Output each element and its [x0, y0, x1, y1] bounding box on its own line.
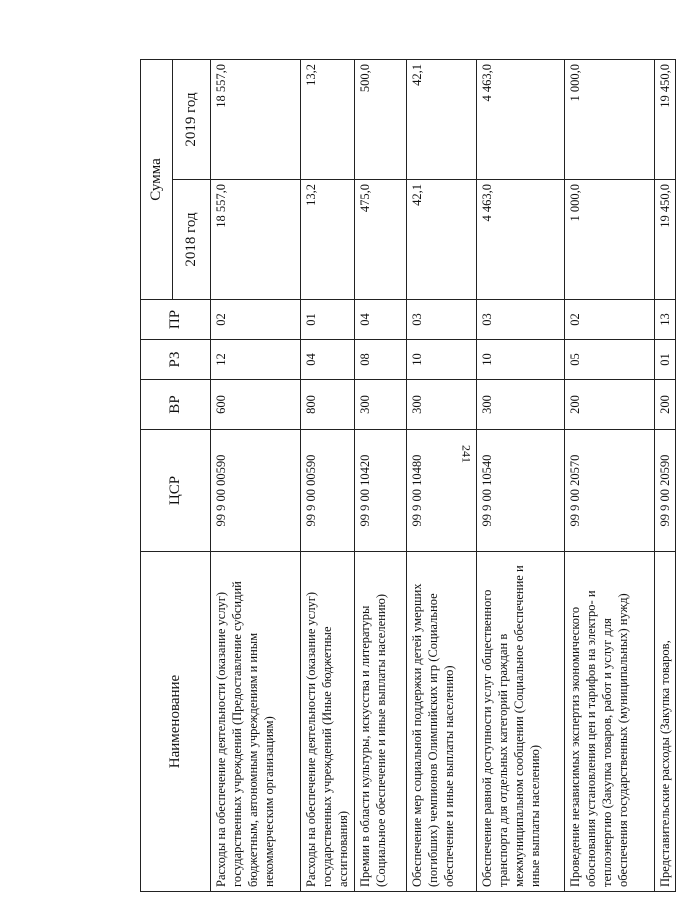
row-csr: 99 9 00 10480 [407, 430, 477, 552]
row-sum-2018: 42,1 [407, 180, 477, 300]
page-number: 241 [459, 445, 474, 463]
row-csr: 99 9 00 00590 [211, 430, 301, 552]
row-sum-2018: 13,2 [301, 180, 355, 300]
row-name: Обеспечение равной доступности услуг общественного транспорта для отдельных категорий граждан в межмуниципальном сообщении (Социальное обеспечение и иные выплаты населению) [477, 552, 565, 892]
row-sum-2019: 1 000,0 [565, 59, 655, 179]
row-rz: 10 [477, 340, 565, 380]
row-sum-2018: 1 000,0 [565, 180, 655, 300]
row-name: Расходы на обеспечение деятельности (оказание услуг) государственных учреждений (Предоставление субсидий бюджетным, автономным учреждениям и иным некоммерческим организациям) [211, 552, 301, 892]
row-csr: 99 9 00 20570 [565, 430, 655, 552]
table-row [355, 59, 407, 891]
row-sum-2019: 13,2 [301, 59, 355, 179]
row-rz: 10 [407, 340, 477, 380]
row-pr: 02 [565, 300, 655, 340]
row-vr: 800 [301, 380, 355, 430]
row-pr: 03 [477, 300, 565, 340]
row-sum-2019: 19 450,0 [655, 59, 676, 179]
row-vr: 600 [211, 380, 301, 430]
table-row [211, 59, 301, 891]
row-pr: 02 [211, 300, 301, 340]
table-row [477, 59, 565, 891]
row-csr: 99 9 00 20590 [655, 430, 676, 552]
row-name: Премии в области культуры, искусства и литературы (Социальное обеспечение и иные выплаты населению) [355, 552, 407, 892]
row-csr: 99 9 00 10420 [355, 430, 407, 552]
row-rz: 12 [211, 340, 301, 380]
row-sum-2018: 19 450,0 [655, 180, 676, 300]
row-name: Представительские расходы (Закупка товаров, [655, 552, 676, 892]
row-sum-2019: 500,0 [355, 59, 407, 179]
row-name: Расходы на обеспечение деятельности (оказание услуг) государственных учреждений (Иные бюджетные ассигнования) [301, 552, 355, 892]
row-sum-2019: 42,1 [407, 59, 477, 179]
row-rz: 08 [355, 340, 407, 380]
header-year-2018: 2018 год [173, 180, 211, 300]
row-vr: 200 [655, 380, 676, 430]
table-row [407, 59, 477, 891]
row-sum-2018: 475,0 [355, 180, 407, 300]
table-row [655, 59, 676, 891]
header-name: Наименование [141, 552, 211, 892]
row-sum-2019: 4 463,0 [477, 59, 565, 179]
table-row [301, 59, 355, 891]
row-rz: 01 [655, 340, 676, 380]
row-csr: 99 9 00 00590 [301, 430, 355, 552]
row-csr: 99 9 00 10540 [477, 430, 565, 552]
row-vr: 300 [355, 380, 407, 430]
header-pr: ПР [141, 300, 211, 340]
row-vr: 300 [477, 380, 565, 430]
row-vr: 200 [565, 380, 655, 430]
header-vr: ВР [141, 380, 211, 430]
row-sum-2018: 4 463,0 [477, 180, 565, 300]
header-row-top [141, 59, 173, 891]
budget-table [140, 59, 676, 892]
header-year-2019: 2019 год [173, 59, 211, 179]
header-csr: ЦСР [141, 430, 211, 552]
row-rz: 05 [565, 340, 655, 380]
row-pr: 04 [355, 300, 407, 340]
row-rz: 04 [301, 340, 355, 380]
row-pr: 13 [655, 300, 676, 340]
rotated-budget-table-page [140, 60, 672, 892]
row-sum-2018: 18 557,0 [211, 180, 301, 300]
row-pr: 03 [407, 300, 477, 340]
row-vr: 300 [407, 380, 477, 430]
header-rz: РЗ [141, 340, 211, 380]
header-sum: Сумма [141, 59, 173, 299]
row-pr: 01 [301, 300, 355, 340]
row-sum-2019: 18 557,0 [211, 59, 301, 179]
row-name: Проведение независимых экспертиз экономического обоснования установления цен и тарифов на электро- и теплоэнергию (Закупка товаров, работ и услуг для обеспечения государственных (муниципальных) нужд) [565, 552, 655, 892]
row-name: Обеспечение мер социальной поддержки детей умерших (погибших) чемпионов Олимпийских игр (Социальное обеспечение и иные выплаты населению) [407, 552, 477, 892]
table-row [565, 59, 655, 891]
